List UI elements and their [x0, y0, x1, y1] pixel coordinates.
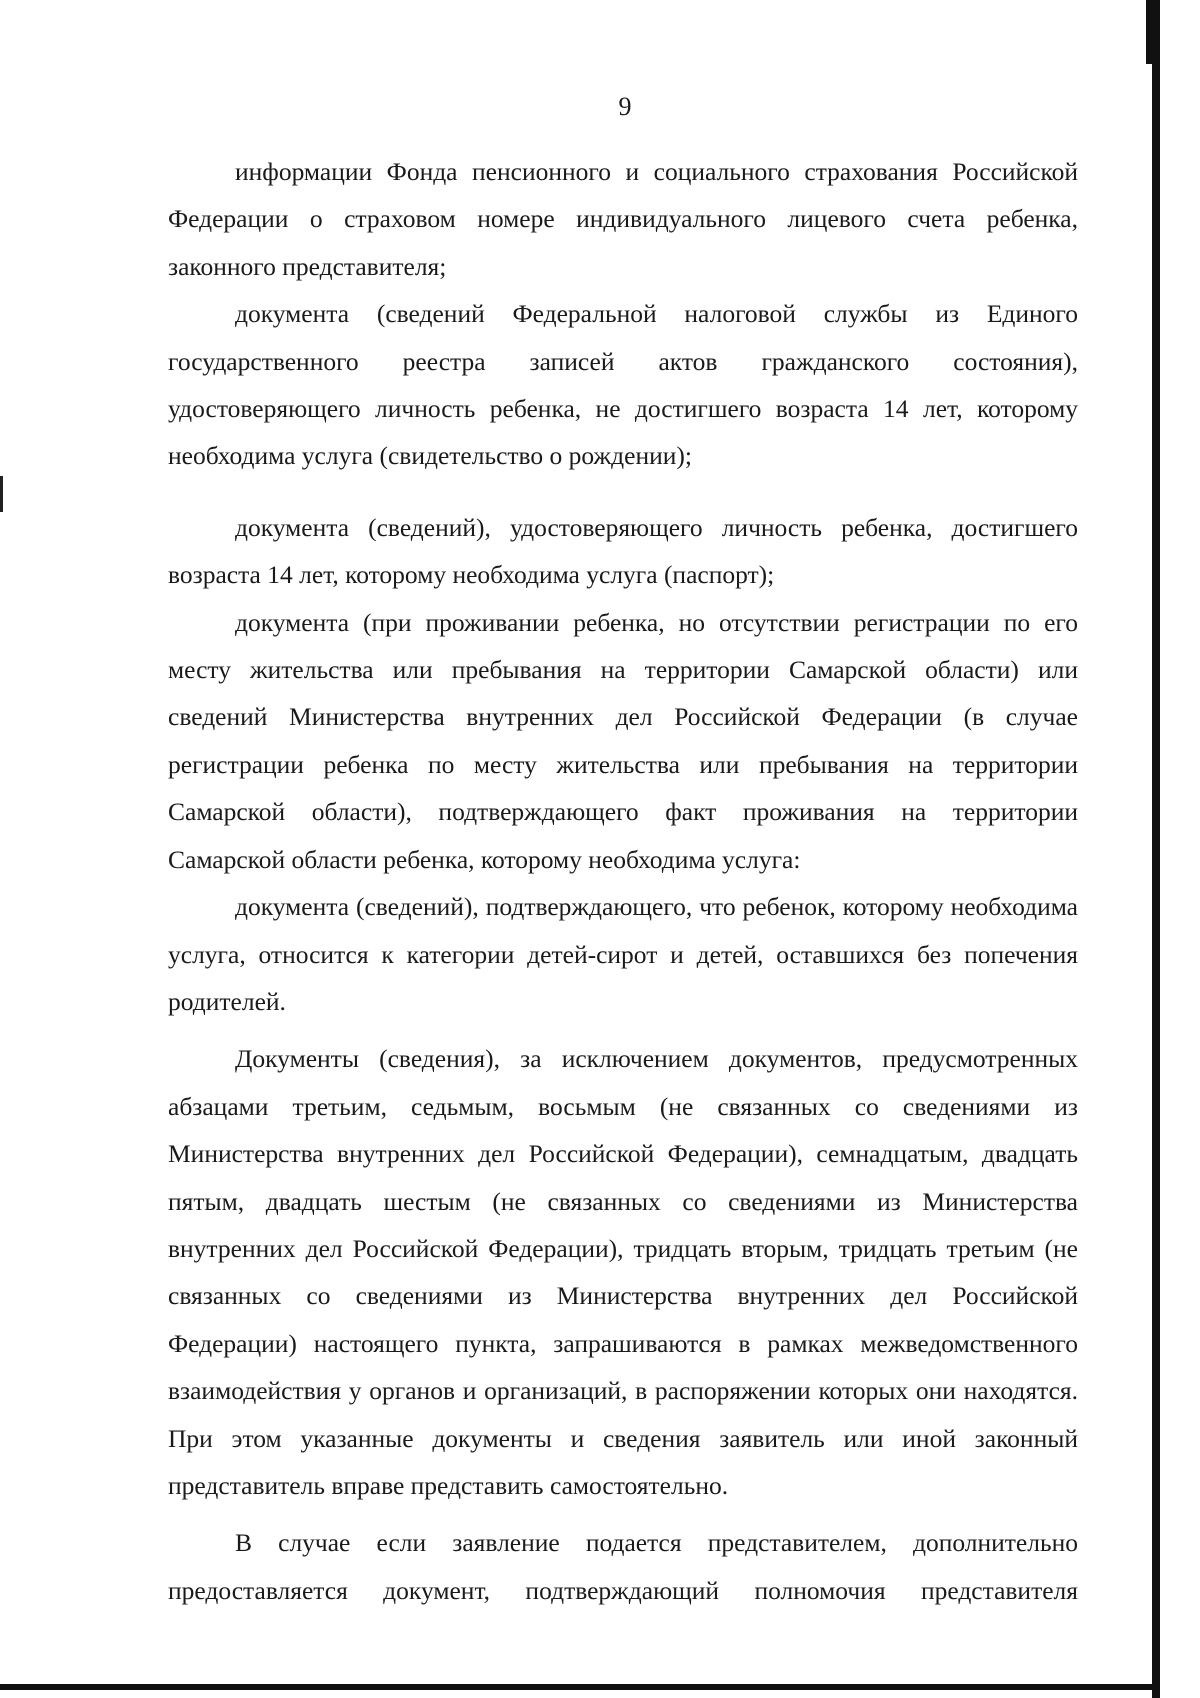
paragraph-2: документа (сведений Федеральной налоговой службы из Единого государственного реестра записей актов гражданского состояния), удостоверяющего личность ребенка, не достигшего возраста 14 лет, которому необходима услуга (свидетельство о рождении);: [168, 299, 1078, 471]
page-number: 9: [618, 92, 632, 121]
paragraph-6: Документы (сведения), за исключением документов, предусмотренных абзацами третьим, седьмым, восьмым (не связанных со сведениями из Министерства внутренних дел Российской Федерации), семнадцатым, двадцать пятым, двадцать шестым (не связанных со сведениями из Министерства внутренних дел Российской Федерации), тридцать вторым, тридцать третьим (не связанных со сведениями из Министерства внутренних дел Российской Федерации) настоящего пункта, запрашиваются в рамках межведомственного взаимодействия у органов и организаций, в распоряжении которых они находятся. При этом указанные документы и сведения заявитель или иной законный представитель вправе представить самостоятельно.: [168, 1044, 1078, 1500]
paragraph-4: документа (при проживании ребенка, но отсутствии регистрации по его месту жительства или пребывания на территории Самарской области) или сведений Министерства внутренних дел Российской Федерации (в случае регистрации ребенка по месту жительства или пребывания на территории Самарской области), подтверждающего факт проживания на территории Самарской области ребенка, которому необходима услуга:: [168, 607, 1078, 874]
body-text: [168, 148, 1078, 1614]
scan-edge-right: [1152, 0, 1160, 1698]
paragraph-1: информации Фонда пенсионного и социального страхования Российской Федерации о страховом номере индивидуального лицевого счета ребенка, законного представителя;: [168, 157, 1078, 281]
paragraph-3: документа (сведений), удостоверяющего личность ребенка, достигшего возраста 14 лет, которому необходима услуга (паспорт);: [168, 512, 1078, 590]
scan-edge-bottom: [0, 1684, 1160, 1690]
paragraph-5: документа (сведений), подтверждающего, что ребенок, которому необходима услуга, относится к категории детей-сирот и детей, оставшихся без попечения родителей.: [168, 892, 1078, 1016]
scan-mark-left: [0, 476, 3, 512]
paragraph-7: В случае если заявление подается представителем, дополнительно предоставляется документ, подтверждающий полномочия представителя: [168, 1528, 1078, 1605]
